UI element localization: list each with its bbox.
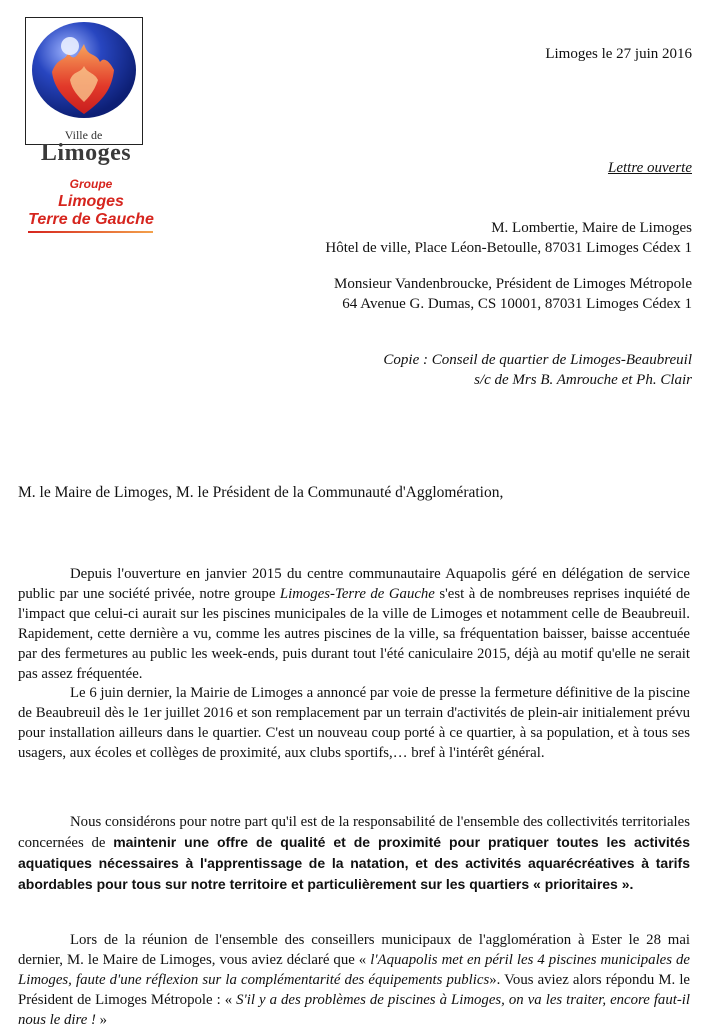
text-run: Lors de la réunion de l'ensemble des conseillers municipaux de l'agglomération à Ester le 28 mai dernier, M. le Maire de Limoges, vous aviez déclaré que « — [18, 932, 690, 968]
letter-date: Limoges le 27 juin 2016 — [545, 46, 692, 62]
group-name-italic: Limoges-Terre de Gauche — [279, 586, 435, 602]
text-run: » — [95, 1012, 108, 1028]
recipient-address: Hôtel de ville, Place Léon-Betoulle, 87031 Limoges Cédex 1 — [325, 240, 692, 256]
body-paragraph-1 — [18, 564, 690, 684]
copy-notice — [383, 350, 692, 390]
group-logo — [26, 175, 156, 229]
group-line-3: Terre de Gauche — [28, 211, 154, 228]
text-run: s'est à de nombreuses reprises inquiété de l'impact que celui-ci aurait sur les piscines municipales de la ville de Limoges et notamment celle de Beaubreuil. Rapidement, cette dernière a vu, comme les autres piscines de la ville, sa fréquentation baisser, baisse accentuée par des fermetures au public les week-ends, puis durant tout l'été caniculaire 2015, déjà au motif qu'elle ne serait pas assez fréquentée. — [18, 586, 690, 682]
copy-line-2: s/c de Mrs B. Amrouche et Ph. Clair — [474, 372, 692, 388]
logo-ville-de: Ville de — [64, 128, 103, 142]
letter-type: Lettre ouverte — [607, 160, 692, 176]
text-run: Depuis l'ouverture en janvier 2015 du centre communautaire Aquapolis géré en délégation de service public par une société privée, notre groupe — [18, 566, 690, 602]
group-line-2: Limoges — [58, 193, 124, 210]
quote-president: S'il y a des problèmes de piscines à Limoges, on va les traiter, encore faut-il nous le dire ! — [18, 992, 690, 1028]
salutation: M. le Maire de Limoges, M. le Président de la Communauté d'Agglomération, — [18, 484, 504, 501]
flame-globe-icon — [30, 22, 138, 126]
logo-city-name: Limoges — [40, 140, 132, 166]
recipient-name: M. Lombertie, Maire de Limoges — [491, 220, 692, 236]
copy-line-1: Copie : Conseil de quartier de Limoges-Beaubreuil — [383, 352, 692, 368]
recipient-mayor — [325, 218, 692, 258]
body-paragraph-3 — [18, 812, 690, 895]
bold-demand: maintenir une offre de qualité et de proximité pour pratiquer toutes les activités aquatiques nécessaires à l'apprentissage de la natation, et des activités aquarécréatives à tarifs abordables pour tous sur notre territoire et particulièrement sur les quartiers « prioritaires ». — [18, 834, 690, 892]
recipient-president — [334, 274, 692, 314]
city-logo — [25, 17, 143, 145]
text-run: Nous considérons pour notre part qu'il est de la responsabilité de l'ensemble des collectivités territoriales concernées de — [18, 814, 690, 851]
body-paragraph-4 — [18, 930, 690, 1030]
group-line-1: Groupe — [69, 177, 113, 191]
body-paragraph-2: Le 6 juin dernier, la Mairie de Limoges a annoncé par voie de presse la fermeture définitive de la piscine de Beaubreuil dès le 1er juillet 2016 et son remplacement par un terrain d'activités de plein-air initialement prévu pour installation ailleurs dans le quartier. C'est un nouveau coup porté à ce quartier, à sa population, et à tous ses usagers, aux écoles et collèges de proximité, aux clubs sportifs,… bref à l'intérêt général. — [18, 685, 690, 761]
recipient-name: Monsieur Vandenbroucke, Président de Limoges Métropole — [334, 276, 692, 292]
recipient-address: 64 Avenue G. Dumas, CS 10001, 87031 Limoges Cédex 1 — [342, 296, 692, 312]
group-underline — [28, 231, 153, 233]
text-run: ». Vous aviez alors répondu M. le Président de Limoges Métropole : « — [18, 972, 690, 1008]
quote-mayor: l'Aquapolis met en péril les 4 piscines municipales de Limoges, faute d'une réflexion sur la complémentarité des équipements publics — [18, 952, 690, 988]
